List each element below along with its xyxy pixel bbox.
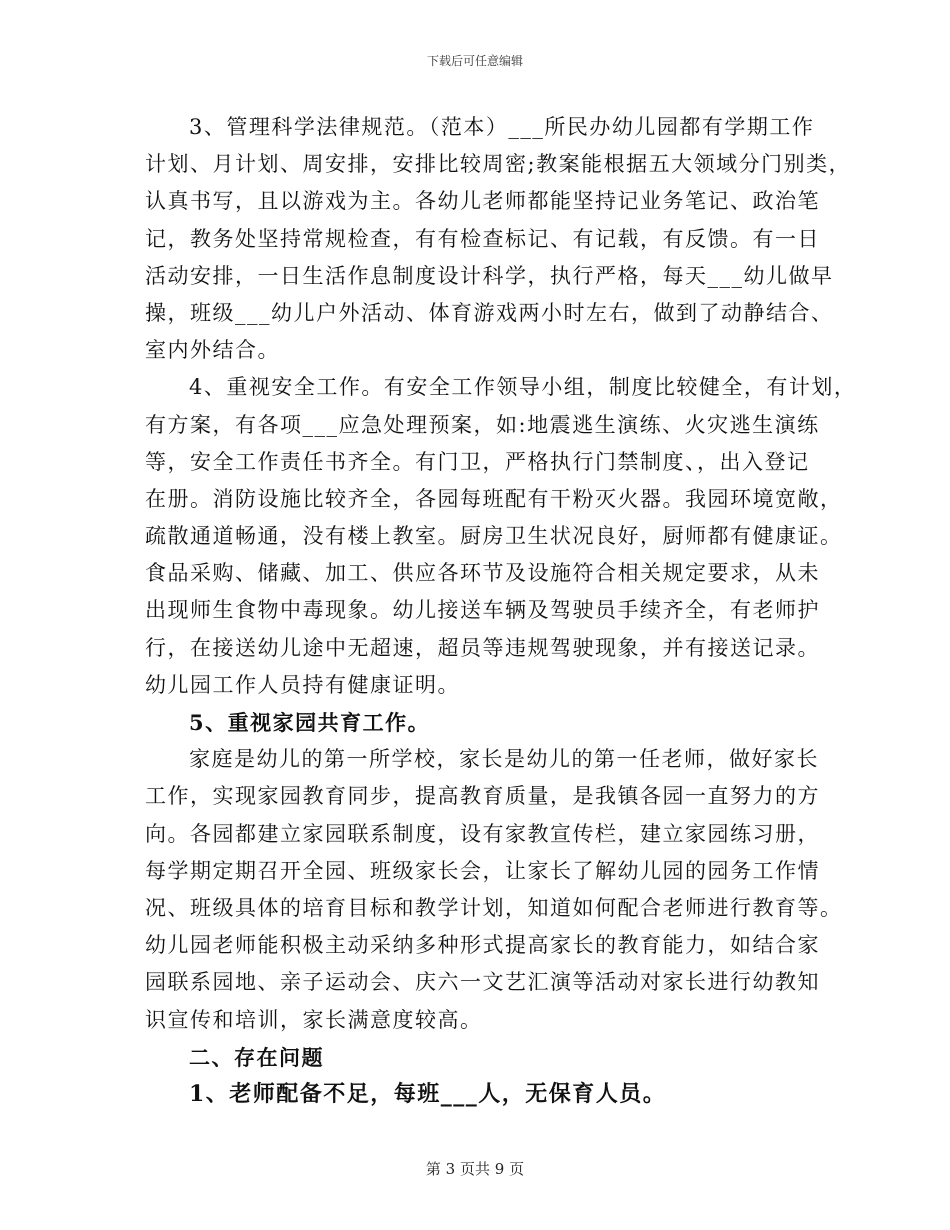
- text-line: 室内外结合。: [145, 338, 280, 363]
- text-line: 行，在接送幼儿途中无超速，超员等违规驾驶现象，并有接送记录。: [145, 635, 820, 660]
- page-footer: 第 3 页共 9 页: [425, 1160, 525, 1178]
- text-line: 识宣传和培训，家长满意度较高。: [145, 1007, 483, 1032]
- text-line: 疏散通道畅通，没有楼上教室。厨房卫生状况良好，厨师都有健康证。: [145, 524, 843, 549]
- text-line: 记，教务处坚持常规检查，有有检查标记、有记载，有反馈。有一日: [145, 226, 820, 251]
- text-line: 家庭是幼儿的第一所学校，家长是幼儿的第一任老师，做好家长: [189, 747, 819, 772]
- section-heading: 1、老师配备不足，每班___人，无保育人员。: [189, 1080, 667, 1107]
- text-line: 幼儿园老师能积极主动采纳多种形式提高家长的教育能力，如结合家: [145, 933, 820, 958]
- text-line: 活动安排，一日生活作息制度设计科学，执行严格，每天___幼儿做早: [145, 263, 834, 288]
- section-heading: 5、重视家园共育工作。: [189, 710, 431, 735]
- text-line: 园联系园地、亲子运动会、庆六一文艺汇演等活动对家长进行幼教知: [145, 970, 820, 995]
- text-line: 食品采购、储藏、加工、供应各环节及设施符合相关规定要求，从未: [145, 561, 820, 586]
- text-line: 有方案，有各项___应急处理预案，如:地震逃生演练、火灾逃生演练: [145, 412, 820, 437]
- text-line: 向。各园都建立家园联系制度，设有家教宣传栏，建立家园练习册，: [145, 821, 820, 846]
- text-line: 3、管理科学法律规范。（范本）___所民办幼儿园都有学期工作: [189, 115, 815, 139]
- section-heading: 二、存在问题: [189, 1044, 324, 1070]
- document-body: [145, 109, 857, 1113]
- text-line: 每学期定期召开全园、班级家长会，让家长了解幼儿园的园务工作情: [145, 858, 820, 883]
- text-line: 等，安全工作责任书齐全。有门卫，严格执行门禁制度、，出入登记: [145, 449, 810, 474]
- text-line: 在册。消防设施比较齐全，各园每班配有干粉灭火器。我园环境宽敞，: [145, 486, 843, 511]
- text-line: 4、重视安全工作。有安全工作领导小组，制度比较健全，有计划，: [189, 375, 857, 400]
- text-line: 计划、月计划、周安排，安排比较周密;教案能根据五大领域分门别类，: [145, 152, 852, 177]
- page-header: 下载后可任意编辑: [426, 54, 523, 68]
- text-line: 操，班级___幼儿户外活动、体育游戏两小时左右，做到了动静结合、: [145, 300, 834, 325]
- text-line: 出现师生食物中毒现象。幼儿接送车辆及驾驶员手续齐全，有老师护: [145, 598, 820, 623]
- text-line: 幼儿园工作人员持有健康证明。: [145, 672, 460, 697]
- text-line: 认真书写，且以游戏为主。各幼儿老师都能坚持记业务笔记、政治笔: [145, 189, 820, 214]
- text-line: 工作，实现家园教育同步，提高教育质量，是我镇各园一直努力的方: [145, 784, 820, 809]
- text-line: 况、班级具体的培育目标和教学计划，知道如何配合老师进行教育等。: [145, 895, 843, 920]
